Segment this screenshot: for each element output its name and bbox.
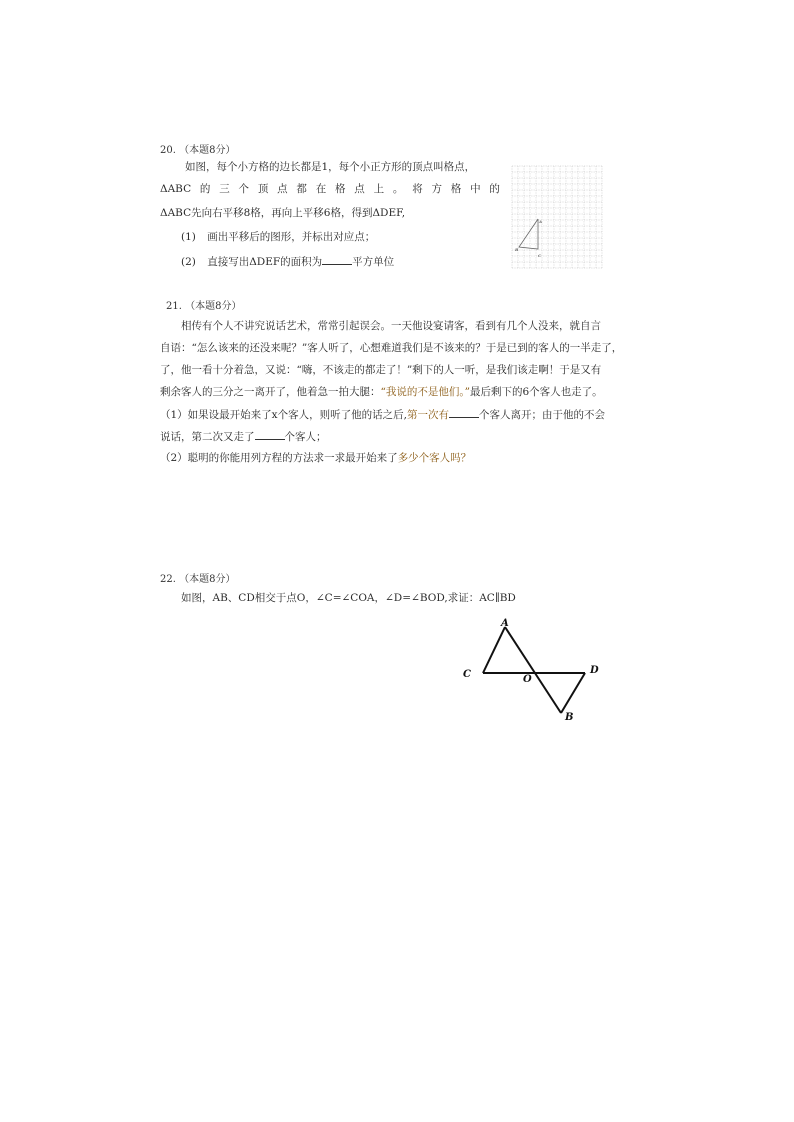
q21-blank2[interactable] [255, 429, 285, 440]
q20-line2-cell: 点 [277, 183, 288, 195]
q20-line2-cell: 点 [354, 183, 365, 195]
q20-line2-cell: 格 [450, 183, 462, 195]
q21-s1c: 个客人离开；由于他的不会 [478, 409, 605, 421]
svg-text:C: C [538, 253, 542, 258]
q21-sub1 [160, 407, 605, 422]
triangle-abc [519, 219, 538, 249]
q21-p4b: “我说的不是他们。” [380, 386, 470, 398]
q20-line2-cell: 方 [431, 183, 442, 195]
q20-line2-cell: 的 [489, 183, 500, 195]
q20-line2 [160, 182, 500, 196]
q21-s2a: （2）聪明的你能用列方程的方法求一求最开始来了 [160, 452, 398, 464]
svg-text:A: A [539, 219, 543, 224]
q22-text: 如图，AB、CD相交于点O，∠C=∠COA，∠D=∠BOD,求证：AC∥BD [181, 592, 516, 604]
q20-line2-cell: 都 [296, 183, 307, 195]
q20-line2-cell: 顶 [257, 183, 269, 195]
point-c-label: C [463, 669, 471, 680]
q21-p4c: 最后剩下的6个客人也走了。 [470, 386, 603, 398]
q21-s1a: （1）如果设最开始来了x个客人，则听了他的话之后, [160, 409, 407, 421]
svg-text:B: B [515, 247, 519, 252]
q22-geometry-figure [455, 615, 615, 727]
q20-item1 [181, 230, 375, 244]
q21-p4a: 剩余客人的三分之一离开了，他着急一拍大腿： [160, 386, 381, 398]
q20-line1: 如图，每个小方格的边长都是1，每个小正方形的顶点叫格点， [185, 161, 476, 173]
q20-line2-cell: 在 [315, 183, 327, 195]
q20-line2-cell: 上 [373, 183, 385, 195]
q20-item1-num: (1) [181, 231, 196, 243]
q20-line2-cell: 中 [470, 183, 481, 195]
q21-s1d: 说话，第二次又走了 [160, 431, 255, 443]
q20-item2-text-b: 平方单位 [352, 256, 395, 268]
q21-sub1-cont [160, 429, 327, 444]
q20-item2 [181, 254, 394, 269]
q20-line2-cell: 三 [219, 183, 230, 195]
q21-s2b: 多少个客人吗？ [397, 452, 472, 464]
q20-header: 20. （本题8分） [160, 145, 236, 156]
q21-sub2 [160, 451, 471, 465]
q20-line2-cell: 将 [412, 183, 423, 195]
q20-item1-text: 画出平移后的图形，并标出对应点； [207, 231, 376, 243]
q21-p1: 相传有个人不讲究说话艺术，常常引起误会。一天他设宴请客，看到有几个人没来，就自言 [181, 320, 601, 332]
q20-line2-cell: 个 [238, 183, 250, 195]
q20-line3: ΔABC先向右平移8格，再向上平移6格，得到ΔDEF, [160, 207, 406, 219]
q20-line2-cell: ΔABC [160, 183, 192, 195]
q20-line2-cell: 的 [199, 183, 211, 195]
segment-ac [483, 627, 505, 673]
segment-ab [505, 627, 561, 713]
q20-line2-cell: 。 [392, 183, 404, 195]
q21-p4 [160, 385, 603, 399]
point-b-label: B [565, 712, 574, 723]
q21-header: 21. （本题8分） [166, 301, 242, 312]
q21-p3: 了，他一看十分着急，又说：“嗨，不该走的都走了！”剩下的人一听，是我们该走啊！于是又有 [160, 364, 602, 376]
q20-item2-num: (2) [181, 256, 196, 268]
q20-item2-text-a: 直接写出ΔDEF的面积为 [207, 256, 323, 268]
q21-s1b: 第一次有 [406, 409, 449, 421]
q20-line2-cell: 格 [335, 183, 346, 195]
q20-grid-figure [511, 165, 603, 271]
point-a-label: A [501, 618, 509, 629]
point-d-label: D [590, 665, 599, 676]
q21-p2: 自语：“怎么该来的还没来呢？”客人听了，心想难道我们是不该来的？于是已到的客人的一半走了， [160, 342, 623, 354]
q22-header: 22. （本题8分） [160, 574, 236, 585]
segment-bd [561, 673, 585, 713]
q21-s1e: 个客人； [284, 431, 327, 443]
q20-area-blank[interactable] [322, 254, 352, 265]
q21-blank1[interactable] [449, 407, 479, 418]
point-o-label: O [523, 674, 532, 685]
